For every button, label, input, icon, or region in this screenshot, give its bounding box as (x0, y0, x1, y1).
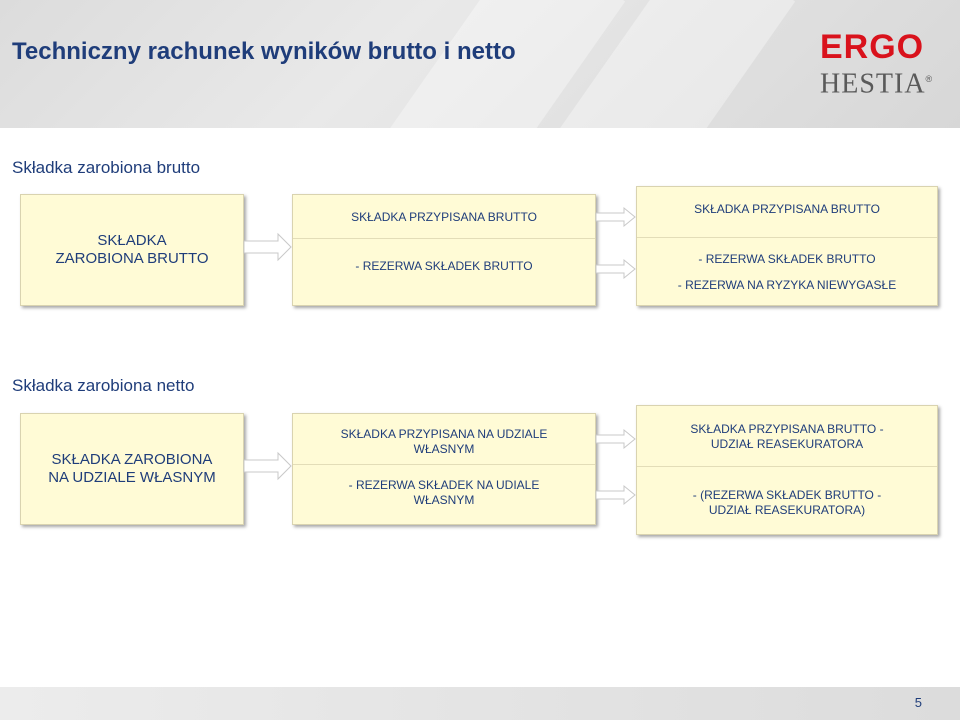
logo-hestia: HESTIA® (820, 68, 934, 100)
arrow-right-icon (244, 232, 292, 262)
box-text: UDZIAŁ REASEKURATORA) (708, 503, 866, 517)
box-text: - REZERWA SKŁADEK BRUTTO (355, 259, 533, 273)
box-divider (637, 237, 937, 238)
box-text: UDZIAŁ REASEKURATORA (710, 437, 864, 451)
box-text: NA UDZIALE WŁASNYM (48, 469, 216, 486)
section-label-brutto: Składka zarobiona brutto (12, 158, 201, 177)
box-brutto-earned (20, 194, 244, 306)
arrow-right-icon (596, 206, 636, 228)
box-text: WŁASNYM (413, 493, 475, 507)
box-divider (293, 238, 595, 239)
box-text: WŁASNYM (413, 442, 475, 456)
arrow-right-icon (596, 428, 636, 450)
box-netto-earned (20, 413, 244, 525)
box-text: - (REZERWA SKŁADEK BRUTTO - (692, 488, 882, 502)
box-text: SKŁADKA PRZYPISANA BRUTTO (351, 210, 537, 224)
box-text: - REZERWA SKŁADEK BRUTTO (698, 252, 876, 266)
ergo-hestia-logo (820, 30, 932, 99)
box-text: SKŁADKA PRZYPISANA BRUTTO (694, 202, 880, 216)
box-netto-reinsurance (636, 405, 938, 535)
footer-band (0, 687, 960, 720)
box-text: SKŁADKA PRZYPISANA NA UDZIALE (340, 427, 548, 441)
arrow-right-icon (596, 484, 636, 506)
page-number: 5 (914, 695, 922, 710)
box-text: SKŁADKA (97, 232, 167, 249)
box-divider (637, 466, 937, 467)
box-text: - REZERWA NA RYZYKA NIEWYGASŁE (677, 278, 897, 292)
box-text: SKŁADKA PRZYPISANA BRUTTO - (690, 422, 884, 436)
header-band (0, 0, 960, 128)
logo-ergo: ERGO (820, 28, 925, 66)
arrow-right-icon (244, 451, 292, 481)
box-divider (293, 464, 595, 465)
box-text: SKŁADKA ZAROBIONA (51, 451, 213, 468)
box-netto-written (292, 413, 596, 525)
box-text: - REZERWA SKŁADEK NA UDIALE (348, 478, 540, 492)
box-text: ZAROBIONA BRUTTO (55, 250, 209, 267)
box-brutto-reserves (636, 186, 938, 306)
page-title: Techniczny rachunek wyników brutto i netto (12, 38, 516, 65)
box-brutto-written (292, 194, 596, 306)
arrow-right-icon (596, 258, 636, 280)
section-label-netto: Składka zarobiona netto (12, 376, 195, 395)
